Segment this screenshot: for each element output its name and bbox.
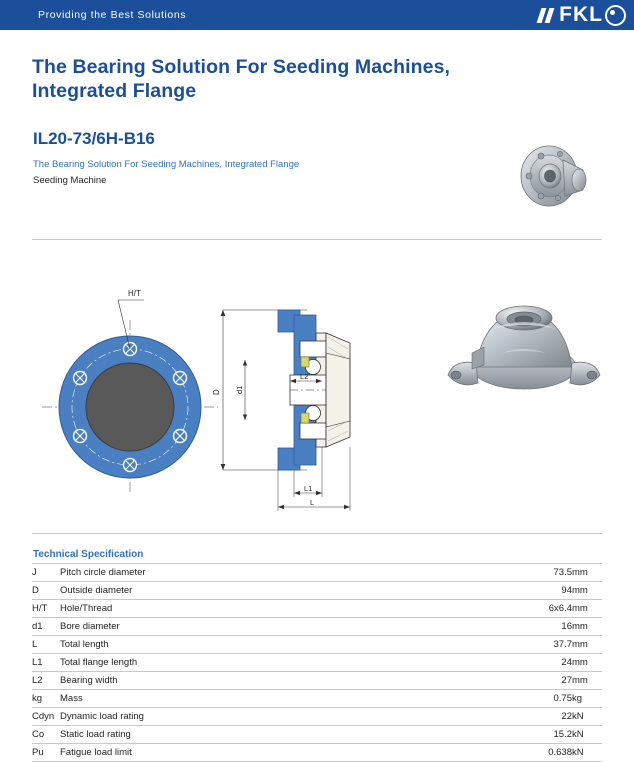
label-bearing-width: L2: [300, 372, 309, 381]
spec-value: 94: [440, 582, 572, 600]
spec-value: 22: [440, 708, 572, 726]
table-row: [32, 672, 602, 690]
spec-unit: mm: [572, 582, 602, 600]
spec-name: Dynamic load rating: [60, 708, 440, 726]
table-row: [32, 564, 602, 582]
label-outside-diameter: D: [212, 389, 221, 395]
page-title-line-1: The Bearing Solution For Seeding Machines,: [32, 56, 451, 78]
spec-name: Pitch circle diameter: [60, 564, 440, 582]
page-title: [32, 55, 592, 103]
spec-unit: mm: [572, 618, 602, 636]
technical-drawings: [32, 255, 602, 520]
spec-unit: mm: [572, 654, 602, 672]
spec-value: 15.2: [440, 726, 572, 744]
spec-symbol: kg: [32, 690, 60, 708]
front-view-drawing: [42, 289, 218, 495]
spec-unit: mm: [572, 564, 602, 582]
spec-value: 6x6.4: [440, 600, 572, 618]
page-header: [0, 0, 634, 30]
table-row: [32, 582, 602, 600]
spec-symbol: J: [32, 564, 60, 582]
spec-value: 16: [440, 618, 572, 636]
spec-unit: mm: [572, 600, 602, 618]
spec-unit: mm: [572, 636, 602, 654]
spec-name: Outside diameter: [60, 582, 440, 600]
spec-name: Mass: [60, 690, 440, 708]
spec-name: Total flange length: [60, 654, 440, 672]
spec-symbol: d1: [32, 618, 60, 636]
spec-symbol: Pu: [32, 744, 60, 762]
product-photo-render: [448, 306, 600, 389]
brand-logo: [539, 0, 626, 30]
spec-value: 24: [440, 654, 572, 672]
spec-symbol: H/T: [32, 600, 60, 618]
spec-unit: kN: [572, 708, 602, 726]
spec-symbol: D: [32, 582, 60, 600]
spec-name: Static load rating: [60, 726, 440, 744]
product-application: Seeding Machine: [33, 175, 107, 186]
spec-name: Total length: [60, 636, 440, 654]
divider-top: [32, 239, 602, 240]
spec-name: Hole/Thread: [60, 600, 440, 618]
table-row: [32, 636, 602, 654]
spec-symbol: Cdyn: [32, 708, 60, 726]
label-bore-diameter: d1: [235, 385, 244, 394]
spec-unit: kN: [572, 744, 602, 762]
table-row: [32, 726, 602, 744]
technical-specification-table: [32, 563, 602, 762]
table-row: [32, 744, 602, 762]
page-title-line-2: Integrated Flange: [32, 80, 197, 102]
spec-section-title: Technical Specification: [33, 549, 144, 560]
spec-symbol: L2: [32, 672, 60, 690]
spec-value: 73.5: [440, 564, 572, 582]
label-total-length: L: [310, 498, 315, 507]
spec-value: 27: [440, 672, 572, 690]
spec-name: Bore diameter: [60, 618, 440, 636]
table-row: [32, 654, 602, 672]
spec-value: 0.638: [440, 744, 572, 762]
divider-bottom: [32, 533, 602, 534]
header-tagline: Providing the Best Solutions: [38, 9, 187, 21]
table-row: [32, 690, 602, 708]
product-code: IL20-73/6H-B16: [33, 129, 155, 148]
table-row: [32, 600, 602, 618]
spec-symbol: L1: [32, 654, 60, 672]
section-view-drawing: [212, 310, 350, 511]
fkl-roundel-icon: [605, 5, 626, 26]
table-row: [32, 708, 602, 726]
spec-value: 37.7: [440, 636, 572, 654]
spec-value: 0.75: [440, 690, 572, 708]
logo-text: FKL: [559, 3, 603, 26]
table-row: [32, 618, 602, 636]
label-flange-length: L1: [304, 484, 313, 493]
spec-name: Bearing width: [60, 672, 440, 690]
logo-stripes-icon: [537, 8, 555, 23]
label-hole-thread: H/T: [128, 289, 141, 298]
spec-name: Fatigue load limit: [60, 744, 440, 762]
spec-symbol: Co: [32, 726, 60, 744]
product-description: The Bearing Solution For Seeding Machines, Integrated Flange: [33, 159, 300, 170]
spec-unit: mm: [572, 672, 602, 690]
spec-symbol: L: [32, 636, 60, 654]
spec-unit: kg: [572, 690, 602, 708]
product-photo-top: [505, 132, 601, 228]
spec-unit: kN: [572, 726, 602, 744]
